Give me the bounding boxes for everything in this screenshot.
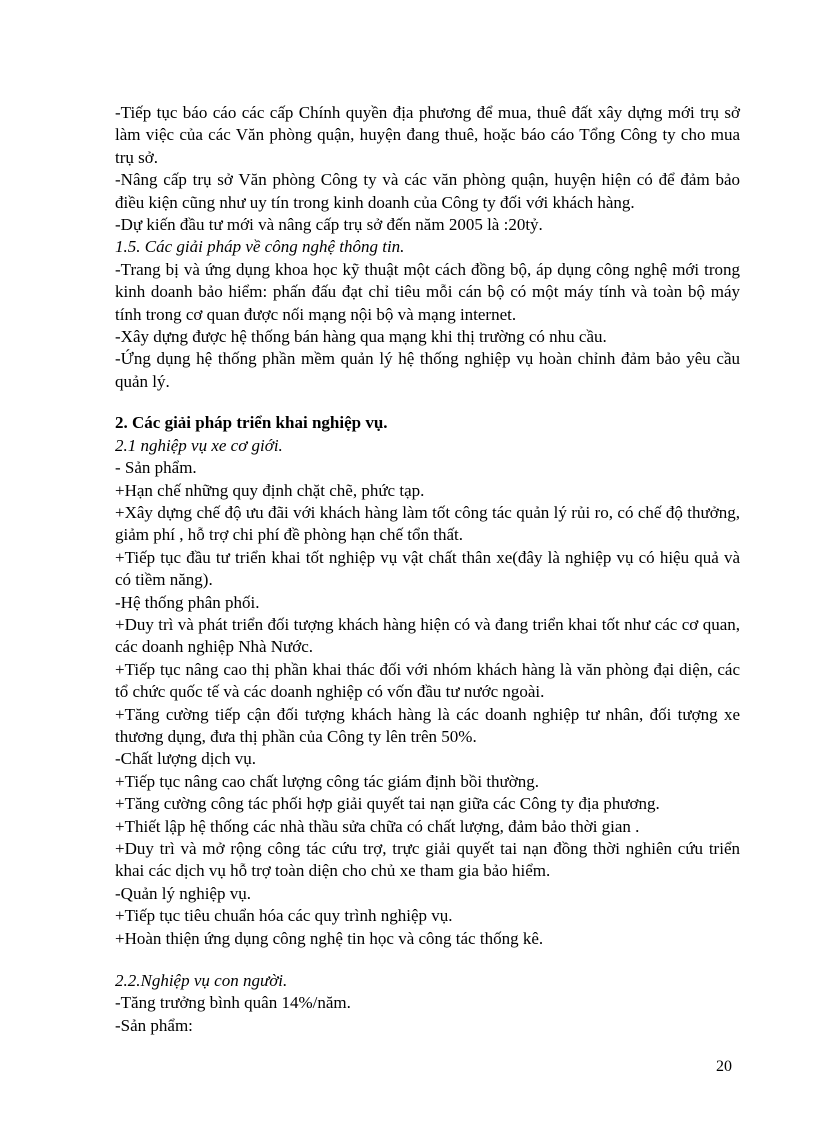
page-number: 20 (716, 1058, 732, 1075)
list-item: +Tiếp tục đầu tư triển khai tốt nghiệp vụ vật chất thân xe(đây là nghiệp vụ có hiệu quả và có tiềm năng). (115, 547, 740, 590)
paragraph: -Tiếp tục báo cáo các cấp Chính quyền địa phương để mua, thuê đất xây dựng mới trụ sở làm việc của các Văn phòng quận, huyện đang thuê, hoặc báo cáo Tổng Công ty cho mua trụ sở. (115, 103, 740, 167)
section-heading-2: 2. Các giải pháp triển khai nghiệp vụ. (115, 413, 388, 433)
list-item: -Tăng trưởng bình quân 14%/năm. (115, 993, 351, 1013)
list-item: +Tiếp tục tiêu chuẩn hóa các quy trình nghiệp vụ. (115, 906, 453, 926)
list-item: +Duy trì và mở rộng công tác cứu trợ, trực giải quyết tai nạn đồng thời nghiên cứu triển khai các dịch vụ hỗ trợ toàn diện cho chủ xe tham gia bảo hiểm. (115, 839, 740, 881)
list-item: +Xây dựng chế độ ưu đãi với khách hàng làm tốt công tác quản lý rủi ro, có chế độ thưởng, giảm phí , hỗ trợ chi phí đề phòng hạn chế tổn thất. (115, 502, 740, 545)
subsection-heading-2-1: 2.1 nghiệp vụ xe cơ giới. (115, 435, 283, 455)
paragraph: -Dự kiến đầu tư mới và nâng cấp trụ sở đến năm 2005 là :20tỷ. (115, 215, 543, 235)
list-item: -Hệ thống phân phối. (115, 592, 260, 612)
list-item: +Tăng cường tiếp cận đối tượng khách hàng là các doanh nghiệp tư nhân, đối tượng xe thương dụng, đưa thị phần của Công ty lên trên 50%. (115, 704, 740, 746)
list-item: -Chất lượng dịch vụ. (115, 749, 256, 769)
section-heading-1-5: 1.5. Các giải pháp về công nghệ thông tin. (115, 237, 405, 257)
paragraph: -Xây dựng được hệ thống bán hàng qua mạng khi thị trường có nhu cầu. (115, 327, 607, 347)
document-body (115, 102, 740, 1037)
paragraph: -Ứng dụng hệ thống phần mềm quản lý hệ thống nghiệp vụ hoàn chỉnh đảm bảo yêu cầu quản lý. (115, 349, 740, 391)
list-item: +Tiếp tục nâng cao thị phần khai thác đối với nhóm khách hàng là văn phòng đại diện, các tổ chức quốc tế và các doanh nghiệp có vốn đầu tư nước ngoài. (115, 659, 740, 702)
paragraph: -Trang bị và ứng dụng khoa học kỹ thuật một cách đồng bộ, áp dụng công nghệ mới trong kinh doanh bảo hiểm: phấn đấu đạt chỉ tiêu mỗi cán bộ có một máy tính và toàn bộ máy tính trong cơ quan được nối mạng nội bộ và mạng internet. (115, 259, 740, 324)
paragraph: -Nâng cấp trụ sở Văn phòng Công ty và các văn phòng quận, huyện hiện có để đảm bảo điều kiện cũng như uy tín trong kinh doanh của Công ty đối với khách hàng. (115, 170, 740, 212)
list-item: +Hoàn thiện ứng dụng công nghệ tin học và công tác thống kê. (115, 928, 544, 948)
list-item: +Tăng cường công tác phối hợp giải quyết tai nạn giữa các Công ty địa phương. (115, 794, 660, 814)
list-item: - Sản phẩm. (115, 458, 197, 478)
list-item: +Duy trì và phát triển đối tượng khách hàng hiện có và đang triển khai tốt như các cơ quan, các doanh nghiệp Nhà Nước. (115, 614, 740, 657)
list-item: +Hạn chế những quy định chặt chẽ, phức tạp. (115, 480, 425, 500)
list-item: +Tiếp tục nâng cao chất lượng công tác giám định bồi thường. (115, 771, 540, 791)
list-item: -Sản phẩm: (115, 1015, 193, 1035)
list-item: +Thiết lập hệ thống các nhà thầu sửa chữa có chất lượng, đảm bảo thời gian . (115, 816, 640, 836)
list-item: -Quản lý nghiệp vụ. (115, 883, 251, 903)
subsection-heading-2-2: 2.2.Nghiệp vụ con người. (115, 971, 288, 991)
